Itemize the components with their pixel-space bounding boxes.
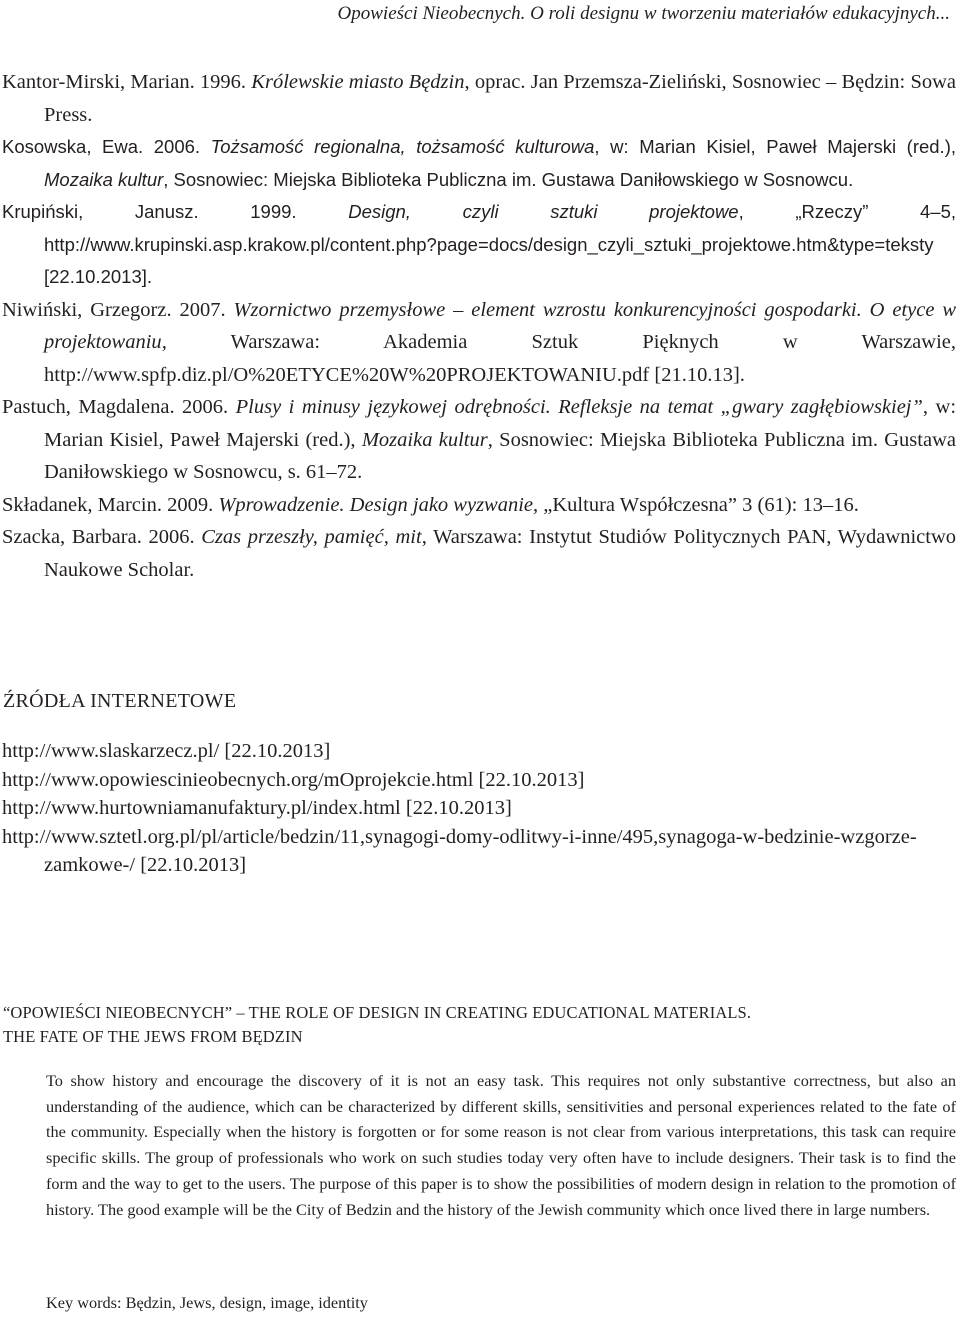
bibliography-title-text: Mozaika kultur	[44, 168, 164, 190]
bibliography-title-text: Design, czyli sztuki projektowe	[348, 201, 739, 222]
bibliography-text: , „Kultura Współczesna” 3 (61): 13–16.	[533, 493, 859, 516]
internet-source-link[interactable]: http://www.sztetl.org.pl/pl/article/bedzin/11,synagogi-domy-odlitwy-i-inne/495,synagoga-w-bedzinie-wzgorze-zamkowe-/ [22.10.2013]	[2, 825, 917, 876]
internet-source-link[interactable]: http://www.hurtowniamanufaktury.pl/index.html [22.10.2013]	[2, 797, 512, 819]
bibliography-text: , oprac. Jan Przemsza-Zieliński, Sosnowiec – Będzin: Sowa Press.	[44, 71, 956, 126]
bibliography-list	[2, 66, 956, 586]
bibliography-entry	[2, 391, 956, 489]
bibliography-text: Kosowska, Ewa. 2006.	[2, 136, 211, 157]
bibliography-text: , w: Marian Kisiel, Paweł Majerski (red.),	[594, 136, 956, 157]
bibliography-text: Składanek, Marcin. 2009.	[2, 493, 219, 516]
bibliography-text: Kantor-Mirski, Marian. 1996.	[2, 71, 252, 93]
running-head-title: O roli designu w tworzeniu materiałów edukacyjnych...	[525, 3, 950, 24]
bibliography-title-text: Plusy i minusy językowej odrębności. Refleksje na temat „gwary zagłębiowskiej”	[235, 396, 923, 418]
bibliography-entry	[2, 66, 956, 131]
keywords-line: Key words: Będzin, Jews, design, image, identity	[46, 1293, 368, 1312]
running-head	[338, 3, 950, 25]
bibliography-entry	[2, 131, 956, 196]
internet-sources-heading: ŹRÓDŁA INTERNETOWE	[3, 690, 237, 712]
bibliography-text: Niwiński, Grzegorz. 2007.	[2, 298, 234, 321]
bibliography-text: , Warszawa: Akademia Sztuk Pięknych w Warszawie, http://www.spfp.diz.pl/O%20ETYCE%20W%20PROJEKTOWANIU.pdf [21.10.13].	[44, 331, 956, 386]
internet-source-link[interactable]: http://www.opowiescinieobecnych.org/mOprojekcie.html [22.10.2013]	[2, 768, 585, 791]
abstract-title-line: THE FATE OF THE JEWS FROM BĘDZIN	[3, 1027, 303, 1046]
bibliography-text: , Sosnowiec: Miejska Biblioteka Publiczna im. Gustawa Daniłowskiego w Sosnowcu, s. 61–72.	[44, 428, 956, 483]
bibliography-title-text: Tożsamość regionalna, tożsamość kulturowa	[210, 136, 595, 157]
bibliography-entry	[2, 196, 956, 294]
bibliography-text: , Warszawa: Instytut Studiów Politycznych PAN, Wydawnictwo Naukowe Scholar.	[44, 526, 956, 581]
bibliography-text: Pastuch, Magdalena. 2006.	[2, 396, 236, 418]
bibliography-text: , w: Marian Kisiel, Paweł Majerski (red.),	[44, 396, 957, 451]
abstract-title-line: “OPOWIEŚCI NIEOBECNYCH” – THE ROLE OF DESIGN IN CREATING EDUCATIONAL MATERIALS.	[3, 1003, 752, 1022]
bibliography-entry	[2, 489, 956, 522]
abstract-title	[3, 1001, 953, 1049]
bibliography-title-text: Wprowadzenie. Design jako wyzwanie	[218, 493, 534, 516]
bibliography-title-text: Czas przeszły, pamięć, mit	[201, 526, 422, 548]
internet-source-link[interactable]: http://www.slaskarzecz.pl/ [22.10.2013]	[2, 740, 331, 762]
bibliography-text: , „Rzeczy” 4–5, http://www.krupinski.asp.krakow.pl/content.php?page=docs/design_czyli_sztuki_projektowe.htm&type=teksty [22.10.2013].	[44, 201, 957, 287]
bibliography-text: , Sosnowiec: Miejska Biblioteka Publiczna im. Gustawa Daniłowskiego w Sosnowcu.	[163, 168, 854, 190]
bibliography-title-text: Królewskie miasto Będzin	[251, 71, 465, 93]
bibliography-entry	[2, 521, 956, 586]
bibliography-text: Krupiński, Janusz. 1999.	[2, 201, 349, 222]
bibliography-entry	[2, 294, 956, 392]
bibliography-title-text: Mozaika kultur	[361, 428, 488, 451]
bibliography-title-text: Wzornictwo przemysłowe – element wzrostu konkurencyjności gospodarki. O etyce w projektowaniu	[44, 298, 956, 353]
abstract-body: To show history and encourage the discovery of it is not an easy task. This requires not only substantive correctness, but also an understanding of the audience, which can be characterized by different skills, sensitivities and personal experiences related to the fate of the community. Especially when the history is forgotten or for some reason is not clear from various interpretations, this task can require specific skills. The group of professionals who work on such studies today very often have to include designers. Their task is to find the form and the way to get to the users. The purpose of this paper is to show the possibilities of modern design in relation to the promotion of history. The good example will be the City of Bedzin and the history of the Jewish community which once lived there in large numbers.	[46, 1071, 956, 1219]
internet-sources-list	[2, 737, 956, 880]
running-head-journal: Opowieści Nieobecnych.	[337, 3, 526, 24]
bibliography-text: Szacka, Barbara. 2006.	[2, 526, 202, 548]
